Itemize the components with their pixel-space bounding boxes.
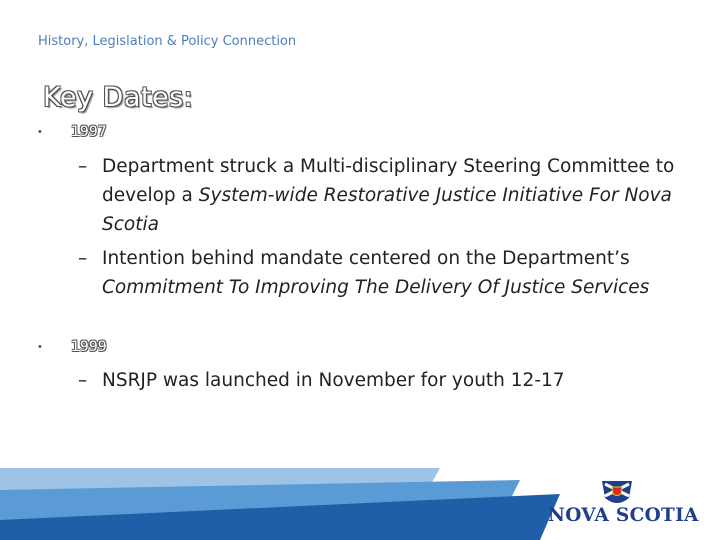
sub-item	[78, 366, 688, 395]
sub-item	[78, 244, 688, 302]
nova-scotia-flag-icon	[598, 478, 636, 508]
sub-item-text	[102, 366, 688, 395]
dash-marker: –	[78, 156, 88, 177]
sub-item-text	[102, 152, 688, 239]
sub-item	[78, 152, 688, 239]
bullet-marker: •	[38, 341, 42, 353]
slide-title: Key Dates:	[43, 82, 194, 113]
emphasis-text: System-wide Restorative Justice Initiative For Nova Scotia	[102, 185, 672, 235]
nova-scotia-logo	[548, 478, 698, 526]
dash-marker: –	[78, 370, 88, 391]
text-run: NSRJP was launched in November for youth 12-17	[102, 370, 565, 391]
logo-wordmark: NOVA SCOTIA	[548, 505, 699, 526]
dash-marker: –	[78, 248, 88, 269]
text-run: Intention behind mandate centered on the Department’s	[102, 248, 630, 269]
sub-item-text	[102, 244, 688, 302]
section-title: History, Legislation & Policy Connection	[38, 34, 297, 49]
emphasis-text: Commitment To Improving The Delivery Of Justice Services	[102, 277, 650, 298]
year-label: 1999	[71, 339, 107, 355]
year-label: 1997	[71, 124, 107, 140]
text-run: Department struck a Multi-disciplinary Steering Committee to develop a	[102, 156, 675, 206]
bullet-marker: •	[38, 126, 42, 138]
